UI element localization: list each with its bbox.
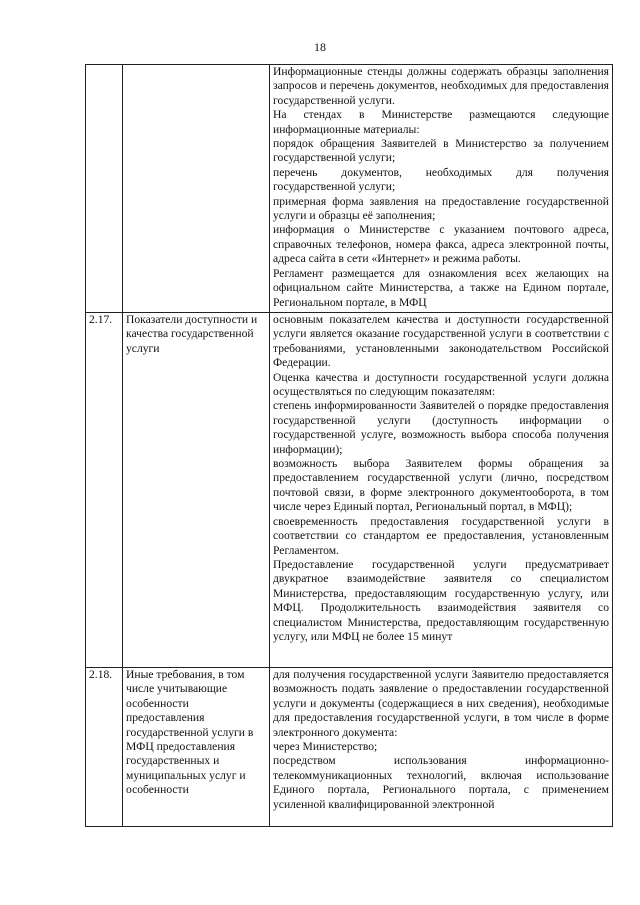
paragraph: информация о Министерстве с указанием почтового адреса, справочных телефонов, номера факса, адреса электронной почты, адреса сайта в сети «Интернет» и режима работы. bbox=[273, 223, 609, 266]
paragraph: посредством использования информационно-телекоммуникационных технологий, включая использование Единого портала, Регионального портала, с применением усиленной квалифицированной электронной bbox=[273, 754, 609, 811]
paragraph: Оценка качества и доступности государственной услуги должна осуществляться по следующим показателям: bbox=[273, 370, 609, 399]
paragraph: основным показателем качества и доступности государственной услуги является оказание государственной услуги в соответствии с требованиями, установленными законодательством Российской Федерации. bbox=[273, 313, 609, 370]
item-number: 2.17. bbox=[86, 313, 123, 668]
page-number: 18 bbox=[314, 40, 326, 54]
item-name: Иные требования, в том числе учитывающие особенности предоставления государственной услуги в МФЦ предоставления государственных и муниципальных услуг и особенности bbox=[123, 668, 270, 827]
paragraph: Предоставление государственной услуги предусматривает двукратное взаимодействие заявителя со специалистом Министерства, предоставляющим государственную услугу, или МФЦ. Продолжительность взаимодействия заявителя со специалистом Министерства, предоставляющим государственную услугу, или МФЦ не более 15 минут bbox=[273, 557, 609, 643]
paragraph: Регламент размещается для ознакомления всех желающих на официальном сайте Министерства, а также на Едином портале, Региональном портале, в МФЦ bbox=[273, 266, 609, 309]
item-content bbox=[270, 313, 613, 668]
paragraph: через Министерство; bbox=[273, 740, 378, 754]
item-name bbox=[123, 65, 270, 313]
paragraph: для получения государственной услуги Заявителю предоставляется возможность подать заявление о предоставлении государственной услуги и документы (содержащиеся в них сведения), необходимые для предоставления государственной услуги, в том числе в форме электронного документа: bbox=[273, 668, 609, 739]
item-number: 2.18. bbox=[86, 668, 123, 827]
regulation-table bbox=[85, 64, 613, 827]
paragraph: порядок обращения Заявителей в Министерство за получением государственной услуги; bbox=[273, 137, 609, 165]
paragraph: степень информированности Заявителей о порядке предоставления государственной услуги (доступность информации о государственной услуге, возможность выбора способа получения информации); bbox=[273, 399, 609, 456]
paragraph: Информационные стенды должны содержать образцы заполнения запросов и перечень документов, необходимых для предоставления государственной услуги. bbox=[273, 65, 609, 107]
table-row bbox=[86, 65, 613, 313]
paragraph: примерная форма заявления на предоставление государственной услуги и образцы её заполнения; bbox=[273, 194, 609, 223]
item-number bbox=[86, 65, 123, 313]
table-row bbox=[86, 313, 613, 668]
table-row bbox=[86, 668, 613, 827]
item-content bbox=[270, 65, 613, 313]
paragraph: своевременность предоставления государственной услуги в соответствии со стандартом ее предоставления, установленным Регламентом. bbox=[273, 514, 609, 557]
paragraph: перечень документов, необходимых для получения государственной услуги; bbox=[273, 165, 609, 194]
item-name: Показатели доступности и качества государственной услуги bbox=[123, 313, 270, 668]
item-content bbox=[270, 668, 613, 827]
paragraph: На стендах в Министерстве размещаются следующие информационные материалы: bbox=[273, 108, 609, 136]
paragraph: возможность выбора Заявителем формы обращения за предоставлением государственной услуги (лично, посредством почтовой связи, в форме электронного документооборота, в том числе через Единый портал, Региональный портал, в МФЦ); bbox=[273, 457, 609, 514]
